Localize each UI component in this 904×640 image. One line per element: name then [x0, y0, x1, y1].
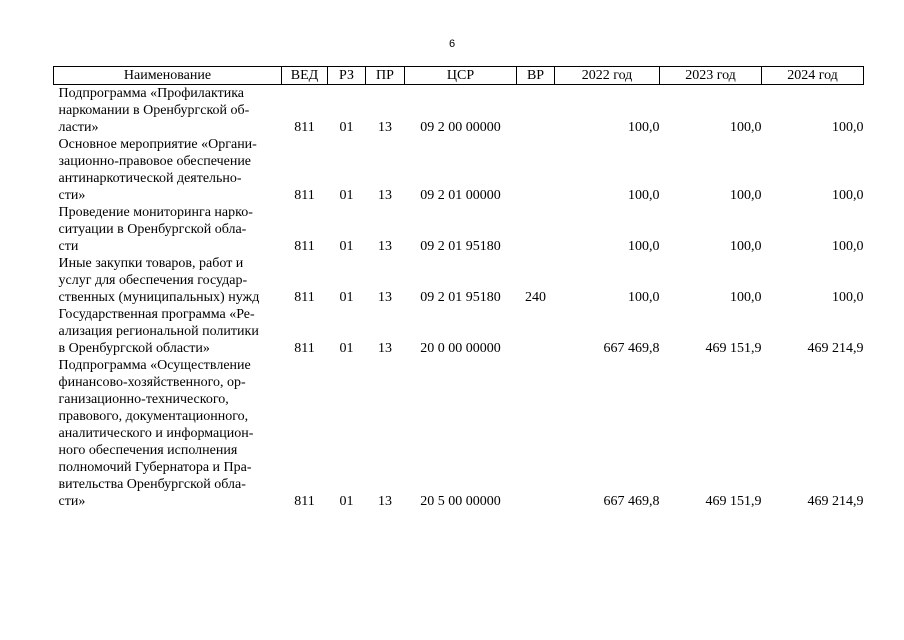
- cell-2023: 100,0: [730, 239, 762, 254]
- cell-pr: 13: [378, 239, 392, 254]
- row-name: [54, 85, 282, 137]
- cell-pr: 13: [378, 290, 392, 305]
- page-number: 6: [448, 38, 456, 50]
- cell-2024: 100,0: [832, 188, 864, 203]
- table-header-row: [54, 67, 864, 85]
- cell-2022: 667 469,8: [603, 494, 660, 509]
- cell-2024: 100,0: [832, 290, 864, 305]
- cell-pr: 13: [378, 494, 392, 509]
- name-line: Основное мероприятие «Органи-: [58, 137, 257, 152]
- row-name: [54, 136, 282, 204]
- name-line: Государственная программа «Ре-: [58, 307, 255, 322]
- table-row: [54, 85, 864, 137]
- header-year-2022: 2022 год: [555, 67, 660, 85]
- name-line: ализация региональной политики: [58, 324, 259, 339]
- name-line: полномочий Губернатора и Пра-: [58, 460, 252, 475]
- cell-ved: 811: [294, 290, 315, 305]
- budget-table: [53, 66, 864, 510]
- name-line: в Оренбургской области»: [58, 341, 210, 356]
- cell-2022: 667 469,8: [603, 341, 660, 356]
- cell-2023: 469 151,9: [705, 341, 762, 356]
- table-row: [54, 306, 864, 357]
- cell-vr: [517, 306, 555, 357]
- cell-ved: 811: [294, 494, 315, 509]
- cell-2024: 469 214,9: [807, 341, 864, 356]
- cell-ved: 811: [294, 188, 315, 203]
- table-row: [54, 357, 864, 510]
- cell-pr: 13: [378, 188, 392, 203]
- cell-rz: 01: [339, 290, 354, 305]
- header-year-2023: 2023 год: [660, 67, 762, 85]
- name-line: аналитического и информацион-: [58, 426, 254, 441]
- cell-rz: 01: [339, 341, 354, 356]
- row-name: [54, 357, 282, 510]
- name-line: Подпрограмма «Осуществление: [58, 358, 251, 373]
- name-line: наркомании в Оренбургской об-: [58, 103, 250, 118]
- cell-csr: 09 2 01 00000: [420, 188, 501, 203]
- name-line: Проведение мониторинга нарко-: [58, 205, 253, 220]
- header-pr: ПР: [366, 67, 405, 85]
- name-line: антинаркотической деятельно-: [58, 171, 242, 186]
- cell-ved: 811: [294, 239, 315, 254]
- cell-2023: 100,0: [730, 188, 762, 203]
- name-line: услуг для обеспечения государ-: [58, 273, 248, 288]
- header-year-2024: 2024 год: [762, 67, 864, 85]
- row-name: [54, 204, 282, 255]
- cell-2023: 469 151,9: [705, 494, 762, 509]
- cell-2024: 469 214,9: [807, 494, 864, 509]
- table-row: [54, 204, 864, 255]
- name-line: Подпрограмма «Профилактика: [58, 86, 245, 101]
- cell-rz: 01: [339, 120, 354, 135]
- cell-vr: 240: [525, 290, 546, 305]
- cell-vr: [517, 85, 555, 137]
- name-line: зационно-правовое обеспечение: [58, 154, 252, 169]
- header-vr: ВР: [517, 67, 555, 85]
- row-name: [54, 306, 282, 357]
- cell-vr: [517, 357, 555, 510]
- cell-csr: 20 0 00 00000: [420, 341, 501, 356]
- cell-2022: 100,0: [628, 239, 660, 254]
- name-line: ственных (муниципальных) нужд: [58, 290, 260, 305]
- cell-csr: 09 2 01 95180: [420, 239, 501, 254]
- name-line: сти»: [58, 188, 86, 203]
- cell-vr: [517, 136, 555, 204]
- table-row: [54, 255, 864, 306]
- cell-pr: 13: [378, 120, 392, 135]
- row-name: [54, 255, 282, 306]
- name-line: вительства Оренбургской обла-: [58, 477, 246, 492]
- name-line: ситуации в Оренбургской обла-: [58, 222, 247, 237]
- cell-csr: 09 2 01 95180: [420, 290, 501, 305]
- cell-2022: 100,0: [628, 120, 660, 135]
- cell-ved: 811: [294, 341, 315, 356]
- name-line: финансово-хозяйственного, ор-: [58, 375, 246, 390]
- table-row: [54, 136, 864, 204]
- header-rz: РЗ: [328, 67, 366, 85]
- name-line: ласти»: [58, 120, 99, 135]
- cell-rz: 01: [339, 494, 354, 509]
- cell-csr: 20 5 00 00000: [420, 494, 501, 509]
- cell-2022: 100,0: [628, 188, 660, 203]
- cell-2024: 100,0: [832, 239, 864, 254]
- name-line: сти»: [58, 494, 86, 509]
- name-line: ного обеспечения исполнения: [58, 443, 238, 458]
- name-line: сти: [58, 239, 79, 254]
- name-line: правового, документационного,: [58, 409, 249, 424]
- name-line: ганизационно-технического,: [58, 392, 229, 407]
- cell-csr: 09 2 00 00000: [420, 120, 501, 135]
- cell-2023: 100,0: [730, 290, 762, 305]
- cell-vr: [517, 204, 555, 255]
- header-ved: ВЕД: [282, 67, 328, 85]
- cell-2023: 100,0: [730, 120, 762, 135]
- cell-rz: 01: [339, 188, 354, 203]
- cell-rz: 01: [339, 239, 354, 254]
- cell-2024: 100,0: [832, 120, 864, 135]
- header-name: Наименование: [54, 67, 282, 85]
- cell-2022: 100,0: [628, 290, 660, 305]
- cell-ved: 811: [294, 120, 315, 135]
- header-csr: ЦСР: [405, 67, 517, 85]
- cell-pr: 13: [378, 341, 392, 356]
- name-line: Иные закупки товаров, работ и: [58, 256, 244, 271]
